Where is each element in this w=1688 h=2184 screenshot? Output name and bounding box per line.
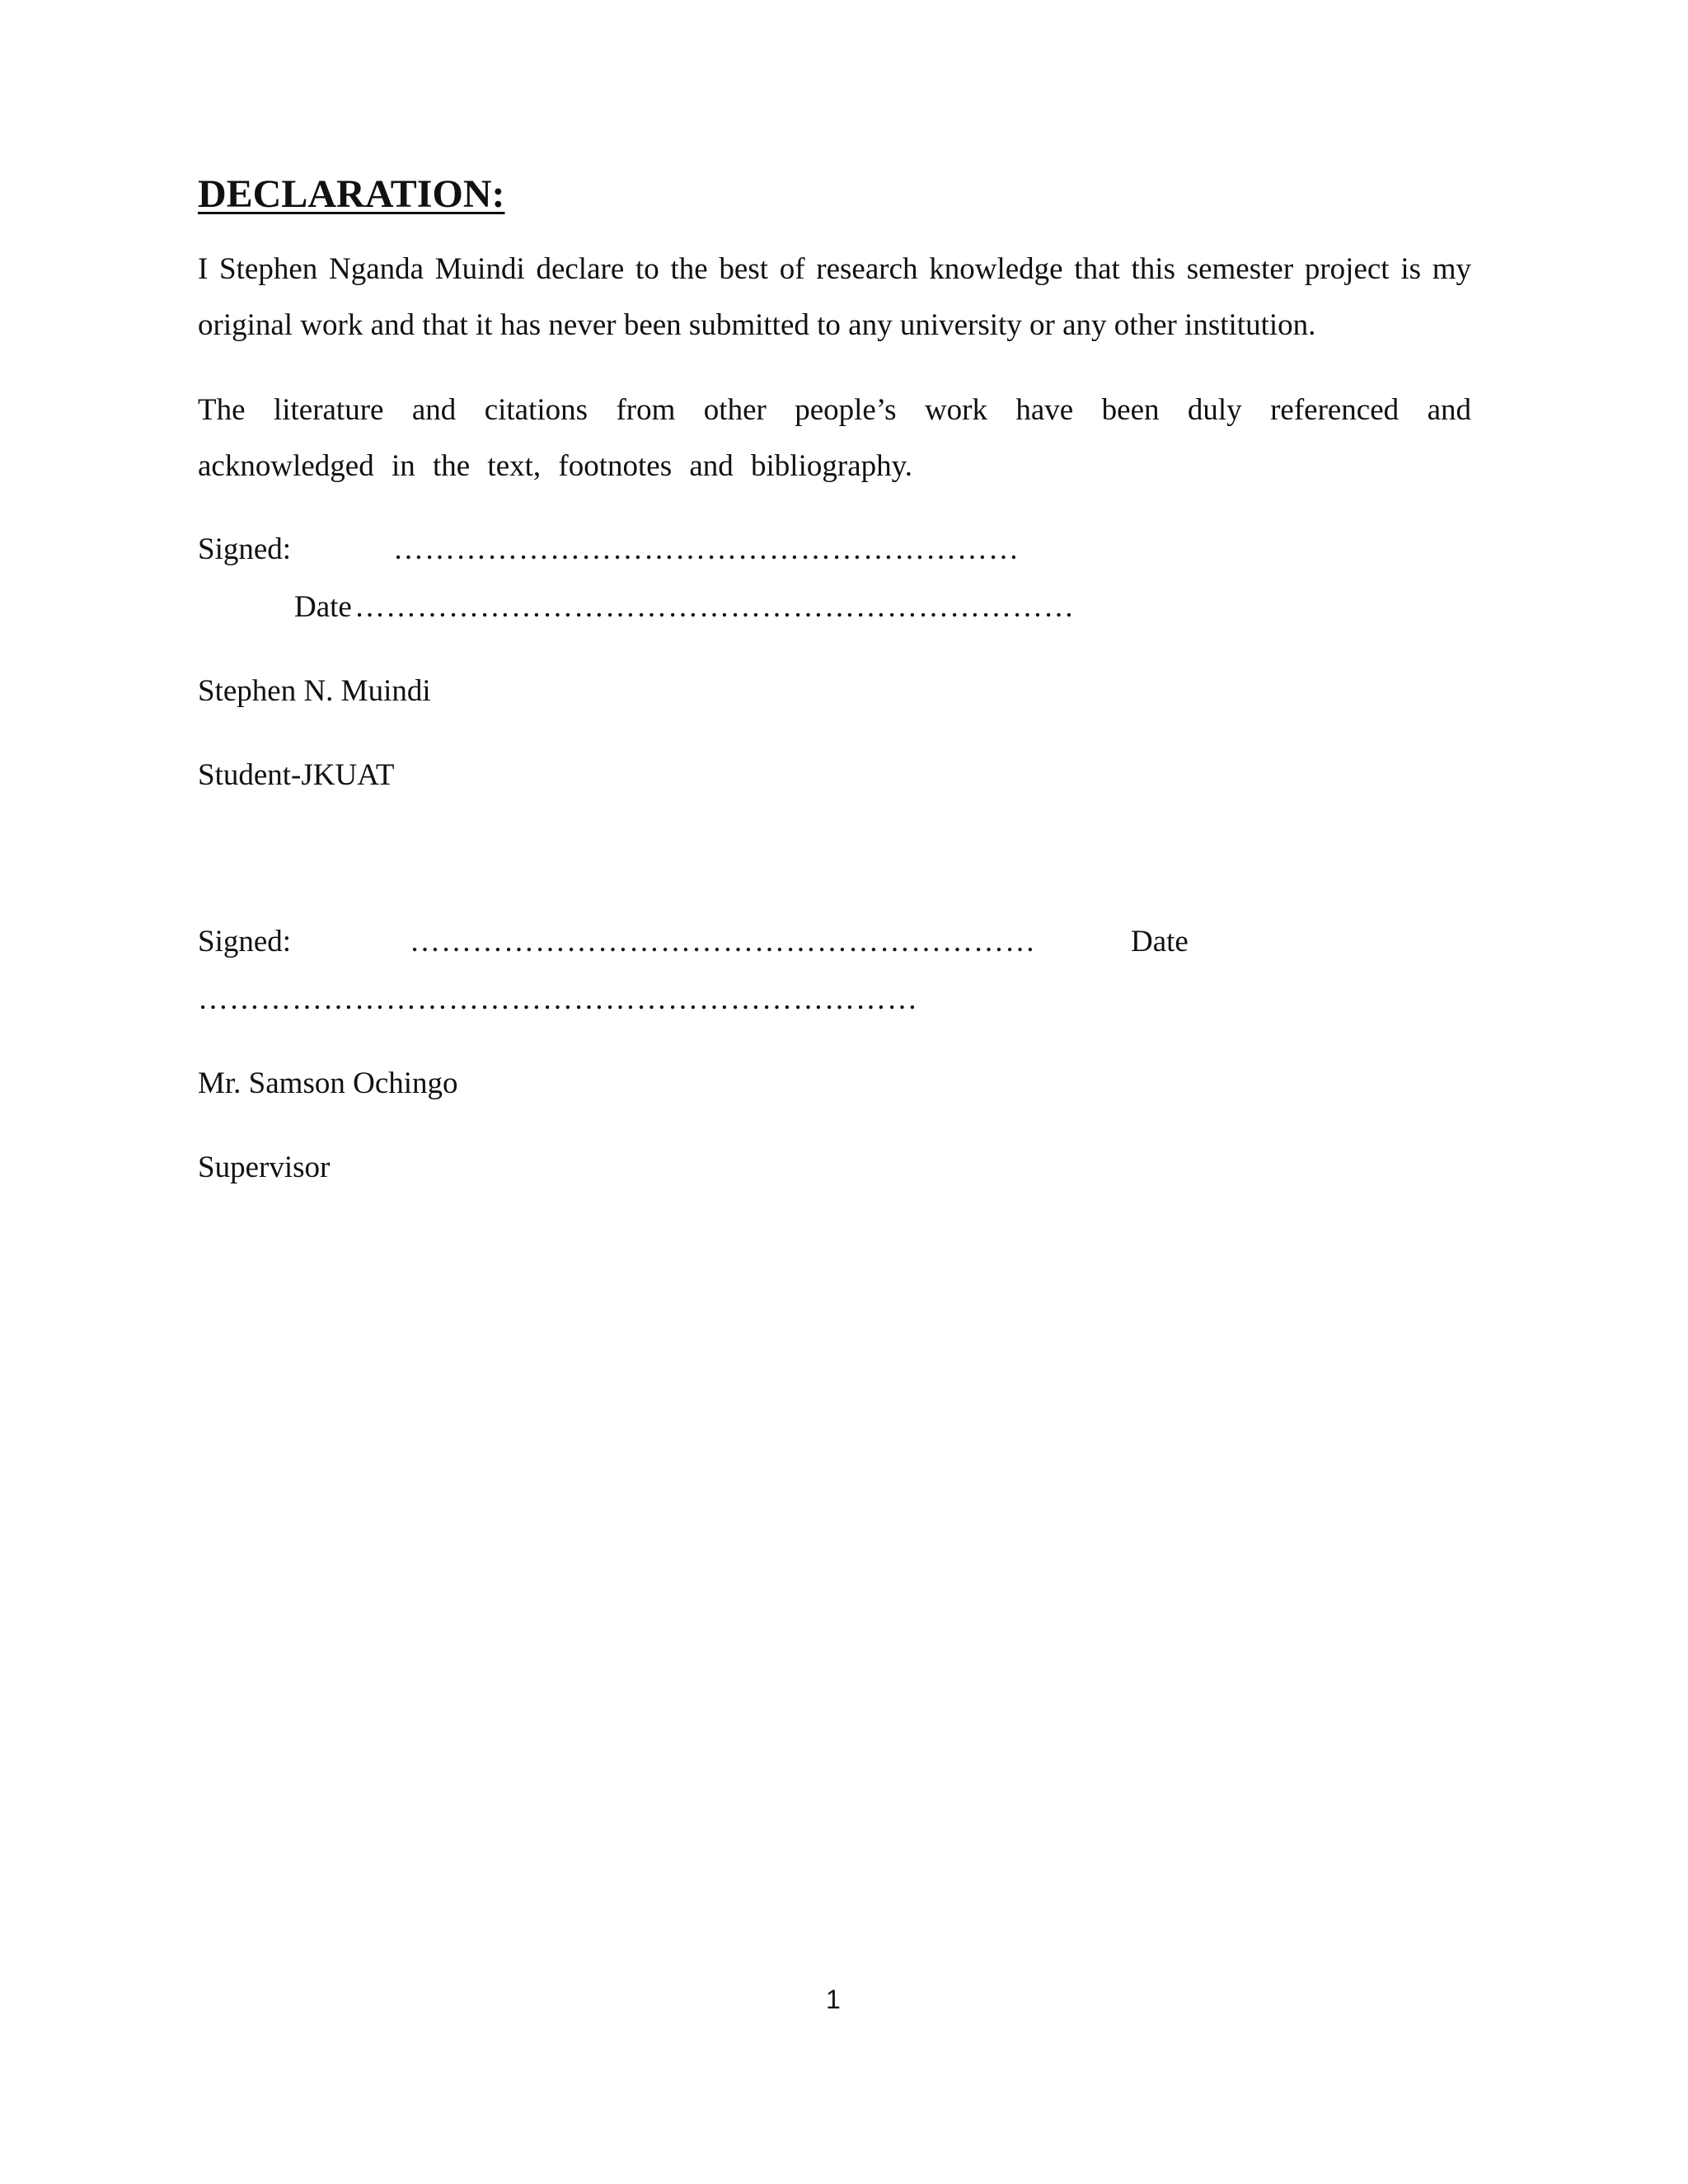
supervisor-signed-label: Signed: — [198, 925, 292, 958]
supervisor-name: Mr. Samson Ochingo — [198, 1066, 458, 1100]
declaration-heading: DECLARATION: — [198, 172, 505, 216]
supervisor-role: Supervisor — [198, 1151, 331, 1184]
declaration-paragraph-2: The literature and citations from other people’s work have been duly referenced and acknowledged in the text, footnotes and bibliography. — [198, 393, 1471, 483]
supervisor-signature-line: …………………………………………………… — [410, 925, 1036, 958]
student-signature-line: …………………………………………………… — [393, 532, 1020, 566]
page-number: 1 — [826, 1985, 841, 2014]
declaration-paragraph-1: I Stephen Nganda Muindi declare to the best of research knowledge that this semester project is my original work and that it has never been submitted to any university or any other institution. — [198, 252, 1471, 342]
student-date-label: Date — [294, 590, 352, 624]
student-name: Stephen N. Muindi — [198, 674, 431, 708]
supervisor-date-label: Date — [1131, 925, 1189, 958]
student-date-line: …………………………………………………………… — [354, 590, 1075, 624]
student-signed-label: Signed: — [198, 532, 292, 566]
supervisor-date-line: …………………………………………………………… — [198, 982, 918, 1016]
student-role: Student-JKUAT — [198, 758, 395, 792]
